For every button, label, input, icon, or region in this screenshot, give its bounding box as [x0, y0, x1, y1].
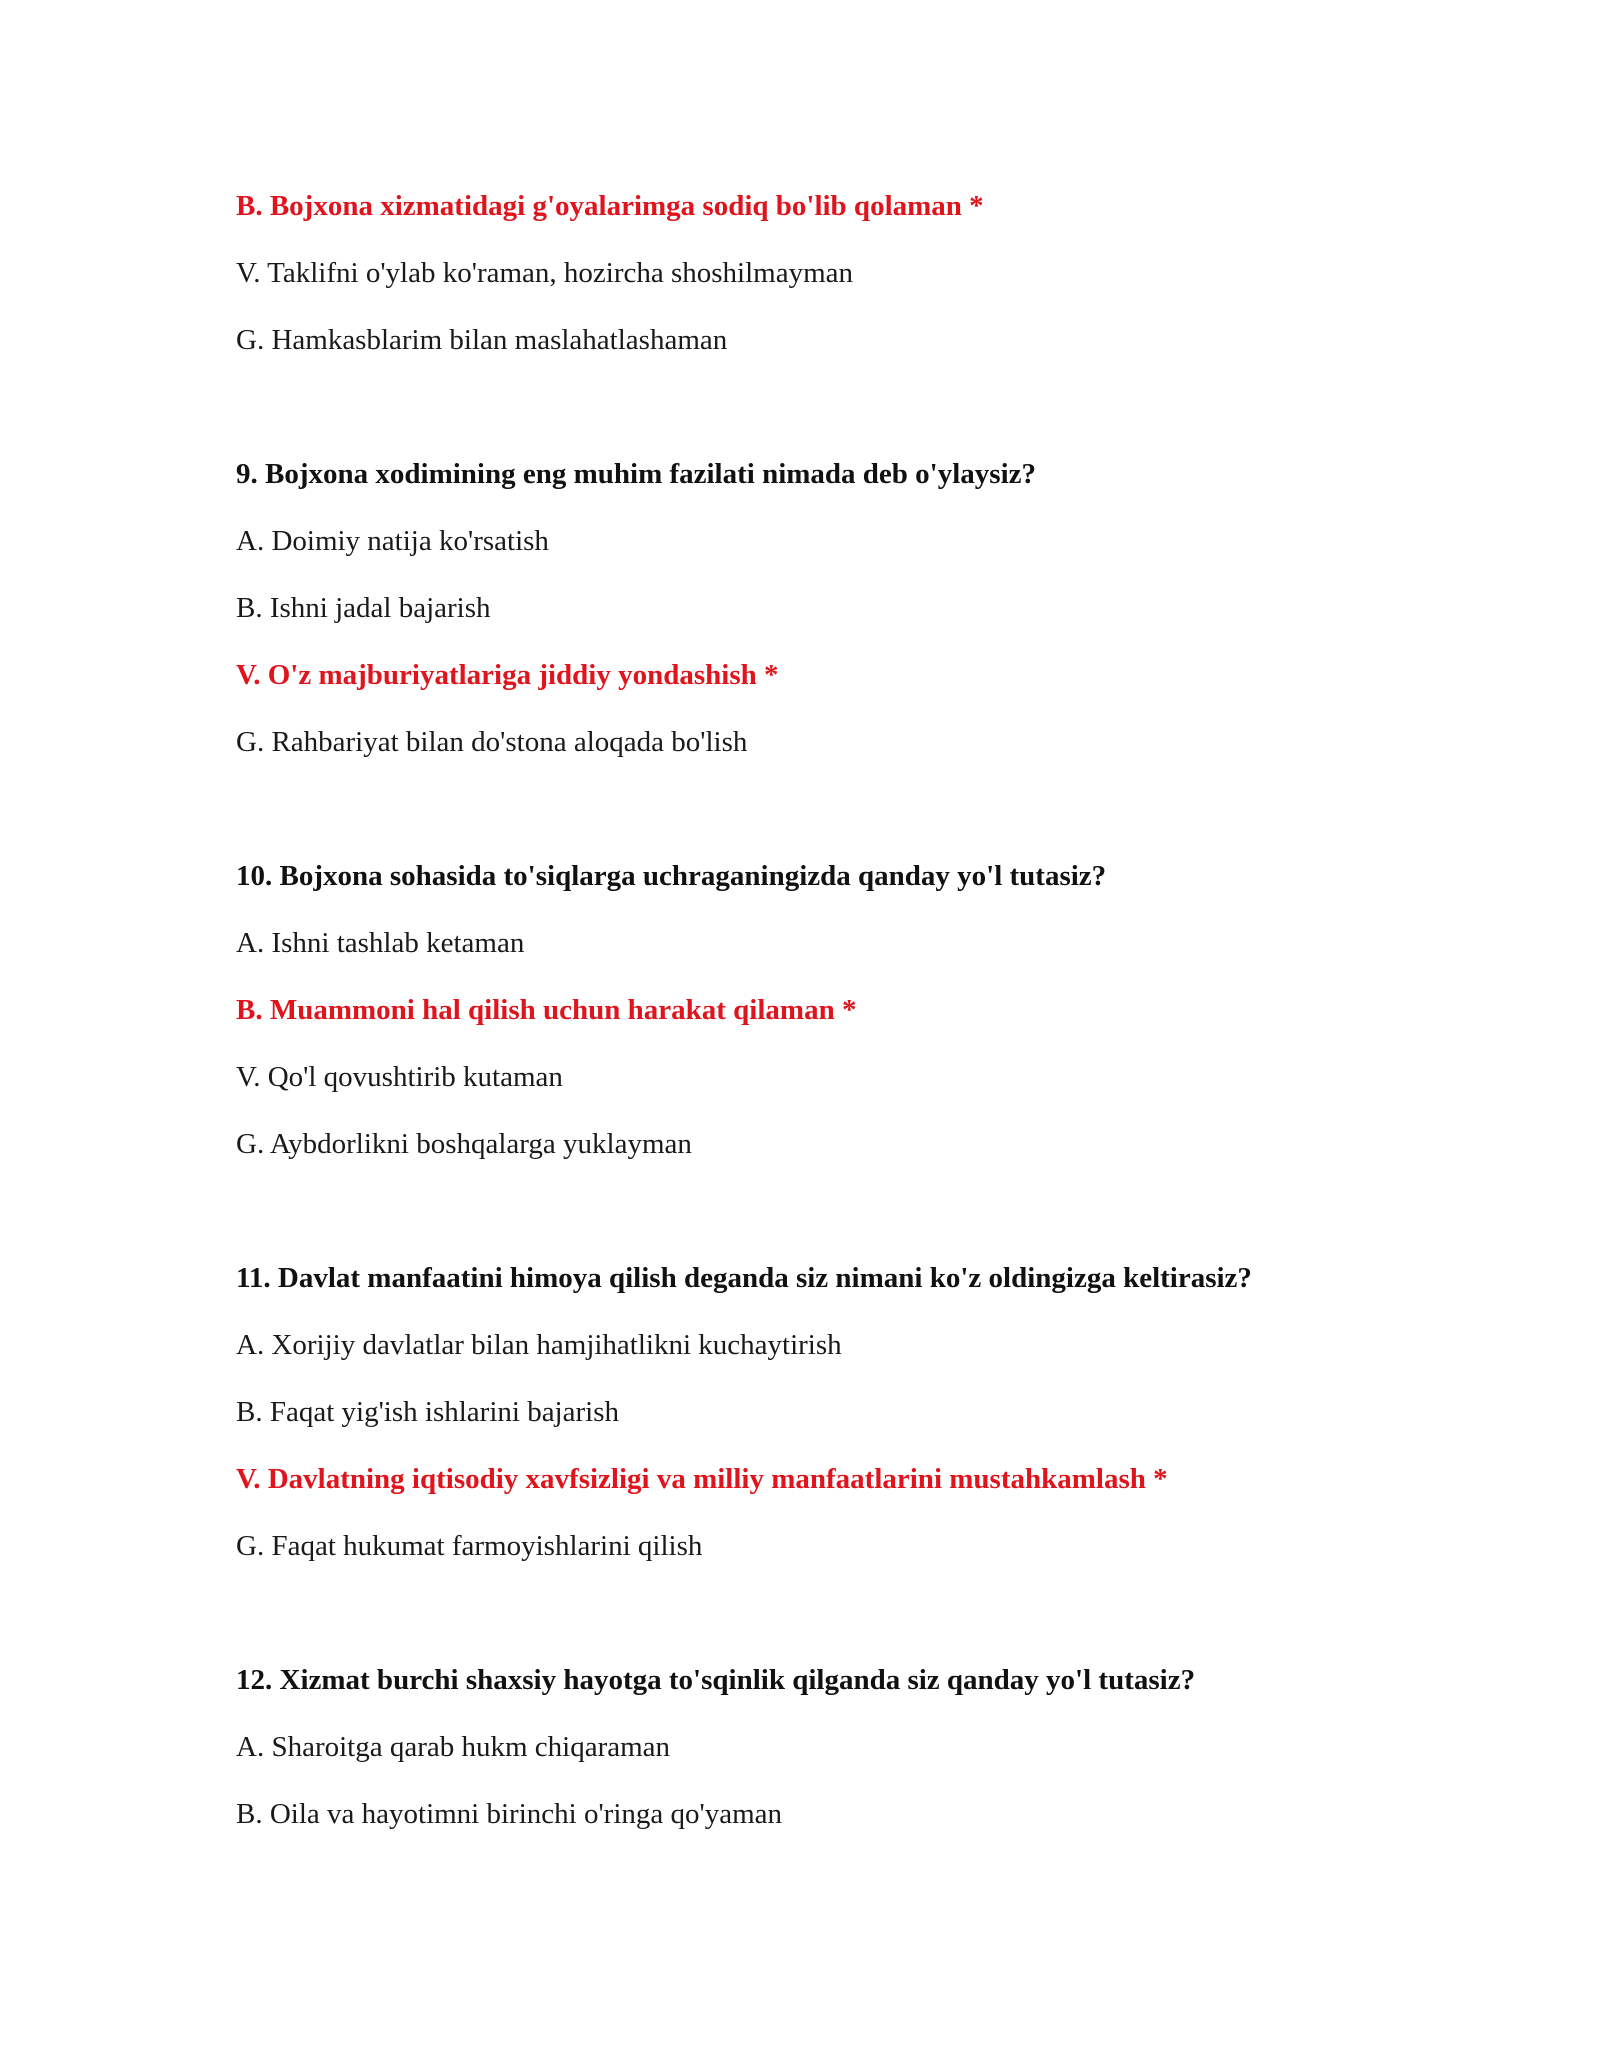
answer-option: V. Taklifni o'ylab ko'raman, hozircha shoshilmayman — [236, 257, 854, 289]
answer-option: G. Faqat hukumat farmoyishlarini qilish — [236, 1530, 703, 1562]
answer-option: A. Ishni tashlab ketaman — [236, 927, 525, 959]
answer-option-correct: V. O'z majburiyatlariga jiddiy yondashish * — [236, 659, 779, 691]
question-10: 10. Bojxona sohasida to'siqlarga uchraganingizda qanday yo'l tutasiz? — [236, 860, 1107, 892]
answer-option: A. Sharoitga qarab hukm chiqaraman — [236, 1731, 671, 1763]
answer-option: G. Hamkasblarim bilan maslahatlashaman — [236, 324, 728, 356]
answer-option-correct: V. Davlatning iqtisodiy xavfsizligi va milliy manfaatlarini mustahkamlash * — [236, 1463, 1168, 1495]
answer-option: G. Aybdorlikni boshqalarga yuklayman — [236, 1128, 692, 1160]
answer-option-correct: B. Muammoni hal qilish uchun harakat qilaman * — [236, 994, 857, 1026]
answer-option: B. Faqat yig'ish ishlarini bajarish — [236, 1396, 619, 1428]
answer-option: A. Doimiy natija ko'rsatish — [236, 525, 549, 557]
answer-option: B. Oila va hayotimni birinchi o'ringa qo'yaman — [236, 1798, 783, 1830]
answer-option-correct: B. Bojxona xizmatidagi g'oyalarimga sodiq bo'lib qolaman * — [236, 190, 984, 222]
question-12: 12. Xizmat burchi shaxsiy hayotga to'sqinlik qilganda siz qanday yo'l tutasiz? — [236, 1664, 1196, 1696]
answer-option: G. Rahbariyat bilan do'stona aloqada bo'lish — [236, 726, 748, 758]
question-9: 9. Bojxona xodimining eng muhim fazilati nimada deb o'ylaysiz? — [236, 458, 1037, 490]
answer-option: B. Ishni jadal bajarish — [236, 592, 491, 624]
question-11: 11. Davlat manfaatini himoya qilish deganda siz nimani ko'z oldingizga keltirasiz? — [236, 1262, 1252, 1294]
answer-option: A. Xorijiy davlatlar bilan hamjihatlikni kuchaytirish — [236, 1329, 842, 1361]
answer-option: V. Qo'l qovushtirib kutaman — [236, 1061, 563, 1093]
